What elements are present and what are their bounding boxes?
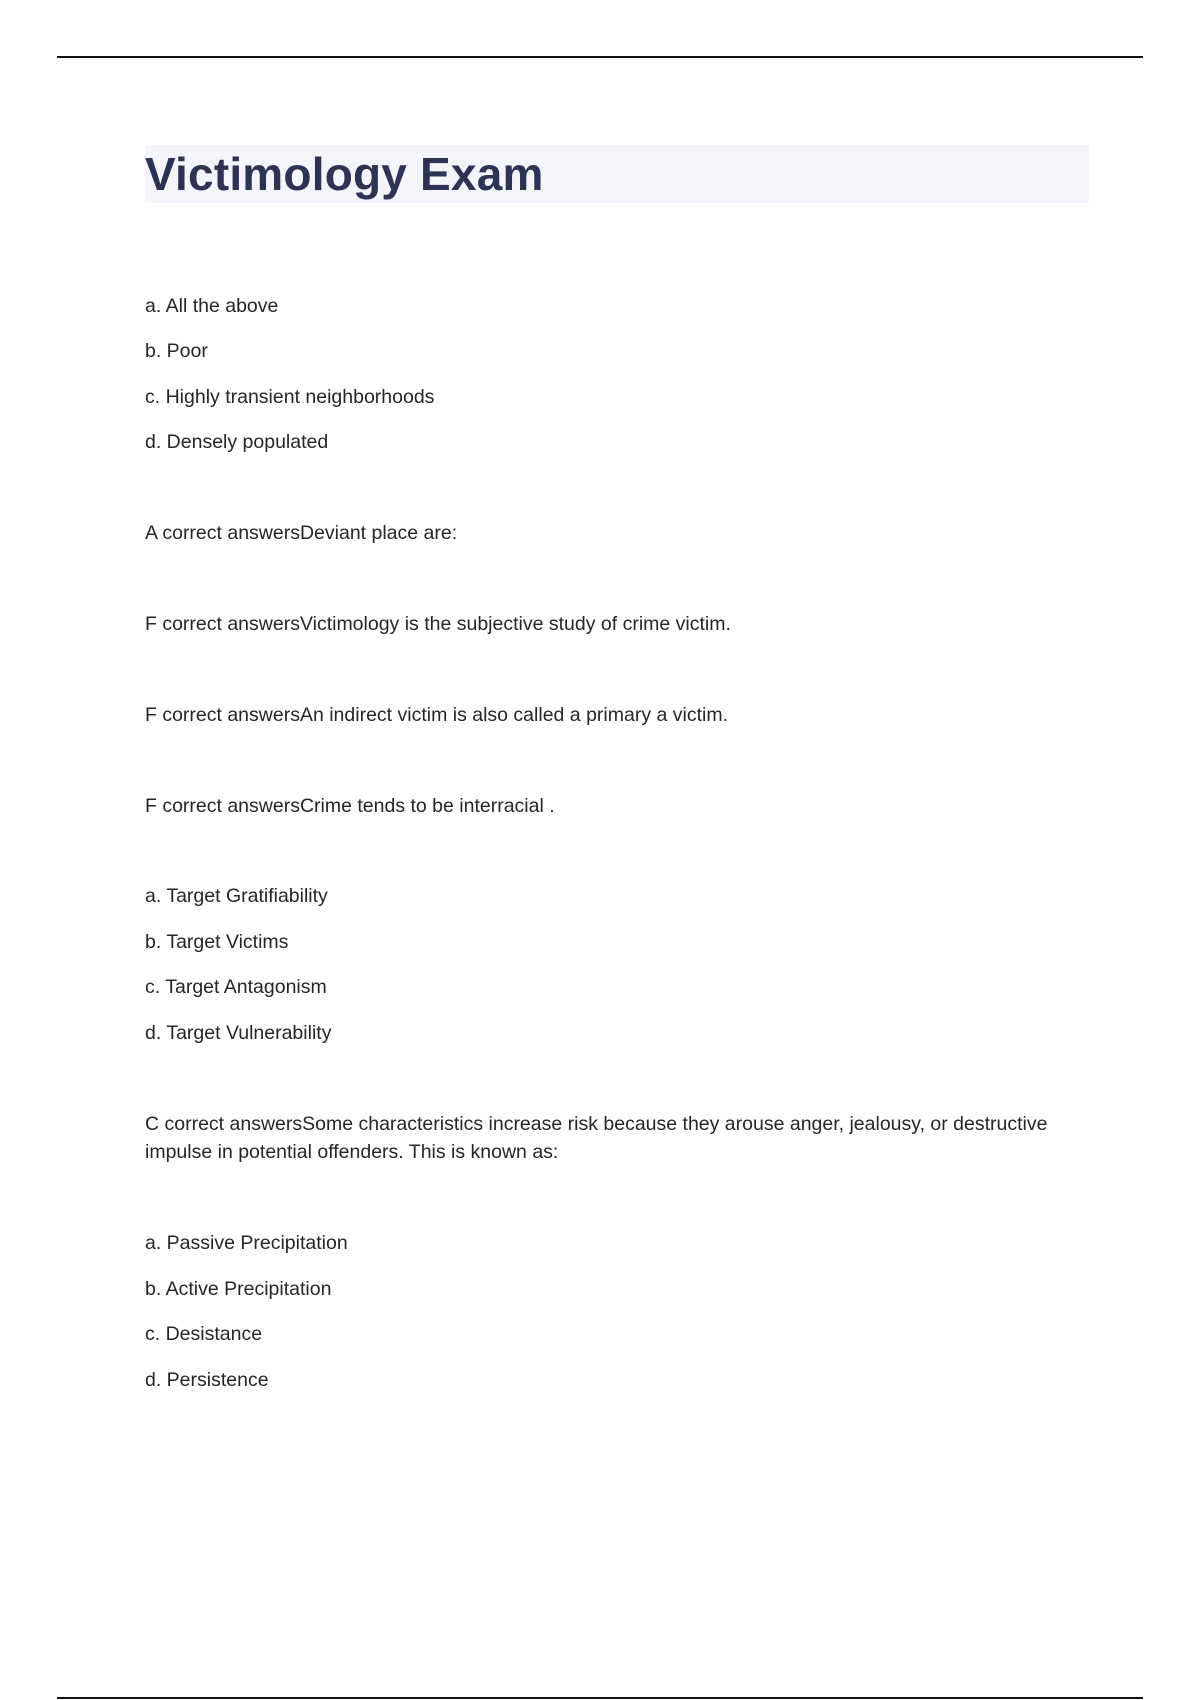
option-line: c. Highly transient neighborhoods [145,386,435,408]
option-line: b. Active Precipitation [145,1278,332,1300]
option-line: d. Target Vulnerability [145,1022,332,1044]
option-line: d. Persistence [145,1369,269,1391]
option-line: c. Target Antagonism [145,976,327,998]
footer-rule [57,1697,1143,1699]
answer-line: F correct answersAn indirect victim is also called a primary a victim. [145,704,728,726]
option-line: a. All the above [145,295,279,317]
answer-line: A correct answersDeviant place are: [145,522,458,544]
answer-line: F correct answersVictimology is the subjective study of crime victim. [145,613,731,635]
answer-line: F correct answersCrime tends to be interracial . [145,795,555,817]
option-line: c. Desistance [145,1323,263,1345]
option-line: b. Poor [145,340,208,362]
option-line: a. Passive Precipitation [145,1232,348,1254]
answer-line: C correct answersSome characteristics increase risk because they arouse anger, jealousy, or destructive impulse in potential offenders. This is known as: [145,1113,1048,1163]
header-rule [57,56,1143,58]
option-line: d. Densely populated [145,431,329,453]
page-title: Victimology Exam [145,148,544,200]
option-line: a. Target Gratifiability [145,885,328,907]
option-line: b. Target Victims [145,931,289,953]
